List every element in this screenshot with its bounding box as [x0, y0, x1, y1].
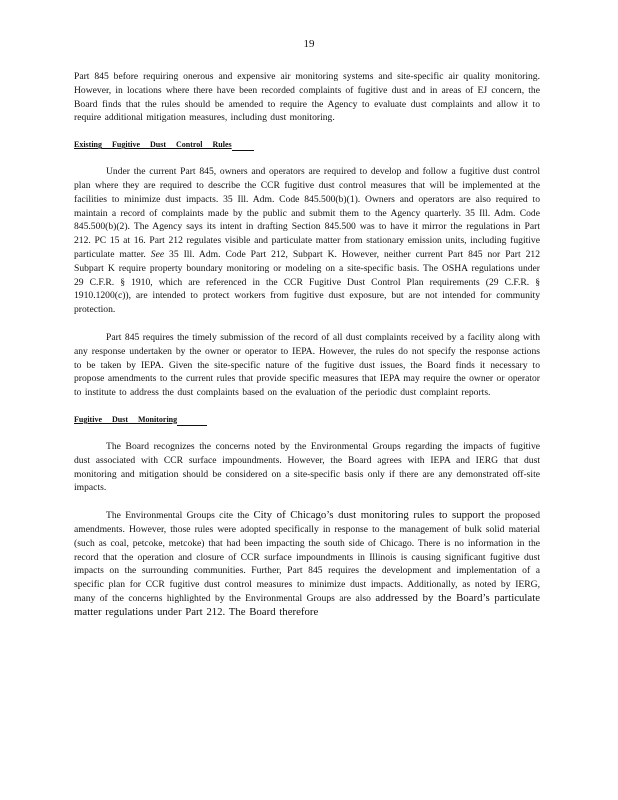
heading-dust-monitoring: Fugitive Dust Monitoring [74, 414, 178, 424]
paragraph-board-recognizes: The Board recognizes the concerns noted by the Environmental Groups regarding the impacts of fugitive dust associated with CCR surface impoundments. However, the Board agrees with IEPA and IERG that dust monitoring and mitigation should be considered on a site-specific basis only if there are any demonstrated off-site impacts. [74, 440, 540, 494]
paragraph-env-groups-part1: The Environmental Groups cite the [106, 510, 250, 522]
page-number: 19 [303, 38, 315, 50]
paragraph-existing-rules-part1: Under the current Part 845, owners and operators are required to develop and follow a fugitive dust control plan where they are required to describe the CCR fugitive dust control measures that will be implemented at the facilities to minimize dust impacts. 35 Ill. Adm. Code 845.500(b)(1). Owners and operators are also required to maintain a record of complaints made by the public and submit them to the Agency quarterly. 35 Ill. Adm. Code 845.500(b)(2). The Agency says its intent in drafting Section 845.500 was to have it mirror the regulations in Part 212. PC 15 at 16. Part 212 regulates visible and particulate matter from stationary emission units, including fugitive particulate matter. [74, 166, 540, 260]
document-body [74, 70, 540, 620]
heading-existing-rules: Existing Fugitive Dust Control Rules [74, 140, 232, 150]
paragraph-existing-rules-part2: 35 Ill. Adm. Code Part 212, Subpart K. However, neither current Part 845 nor Part 212 Subpart K require property boundary monitoring or modeling on a site-specific basis. The OSHA regulations under 29 C.F.R. § 1910, which are referenced in the CCR Fugitive Dust Control Plan requirements (29 C.F.R. § 1910.1200(c)), are intended to protect workers from fugitive dust exposure, but are not intended for community protection. [74, 248, 540, 316]
section-heading-dust-monitoring [74, 414, 540, 426]
paragraph-dust-complaints: Part 845 requires the timely submission of the record of all dust complaints received by a facility along with any response undertaken by the owner or operator to IEPA. However, the rules do not specify the response actions to be taken by IEPA. Given the site-specific nature of the fugitive dust issues, the Board finds it necessary to propose amendments to the current rules that provide specific measures that IEPA may require the owner or operator to institute to address the dust complaints based on the evaluation of the periodic dust complaint reports. [74, 331, 540, 399]
citation-see: See [150, 248, 165, 260]
paragraph-env-groups-large-text-1: City of Chicago’s dust monitoring rules to support [253, 509, 485, 522]
paragraph-continuation: Part 845 before requiring onerous and expensive air monitoring systems and site-specific air quality monitoring. However, in locations where there have been recorded complaints of fugitive dust and in areas of EJ concern, the Board finds that the rules should be amended to require the Agency to evaluate dust complaints and allow it to require additional mitigation measures, including dust monitoring. [74, 71, 540, 124]
section-heading-existing-rules [74, 139, 540, 151]
paragraph-env-groups-part2: the proposed amendments. However, those rules were adopted specifically in response to the management of bulk solid material (such as coal, petcoke, metcoke) that had been impacting the south side of Chicago. There is no information in the record that the operation and closure of CCR surface impoundments in Illinois is causing significant fugitive dust impacts on the surrounding communities. Further, Part 845 requires the development and implementation of a specific plan for CCR fugitive dust control measures to minimize dust impacts. Additionally, as noted by IERG, many of the concerns highlighted by the Environmental Groups are also [74, 510, 540, 604]
paragraph-environmental-groups [74, 509, 540, 619]
paragraph-existing-rules [74, 165, 540, 317]
paragraph-env-groups-large-text-2: addressed by the Board’s particulate matter regulations under Part 212. The Board therefore [74, 591, 540, 618]
